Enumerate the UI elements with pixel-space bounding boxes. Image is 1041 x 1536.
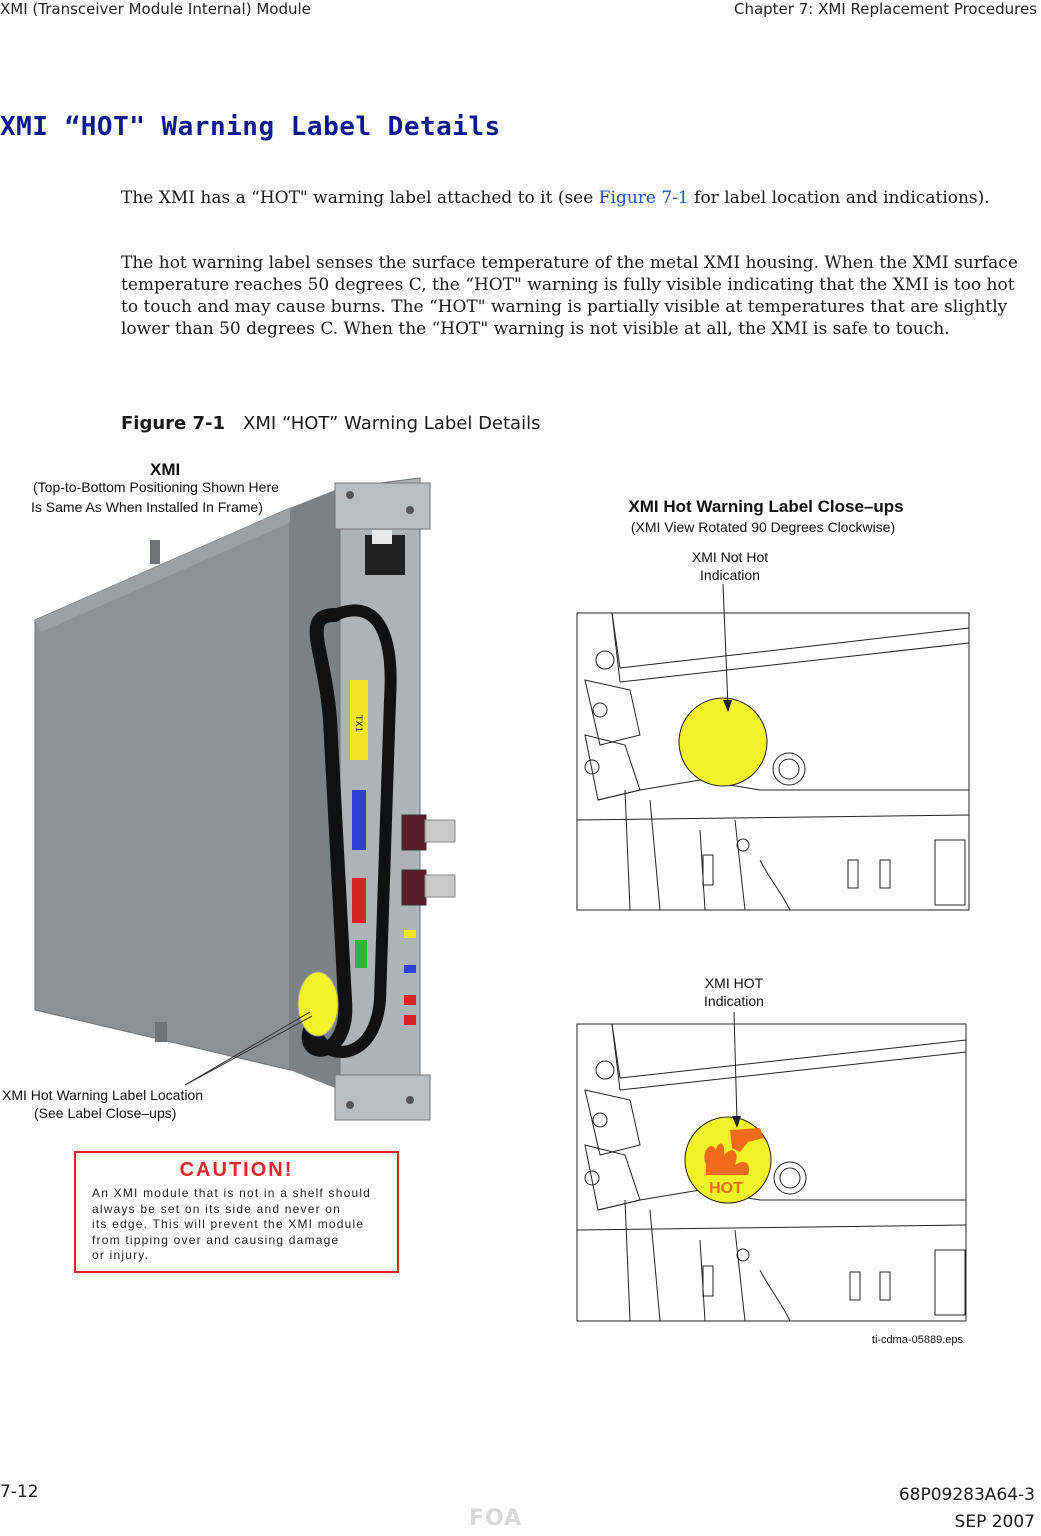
not-hot-closeup <box>577 584 969 910</box>
intro-text-start: The XMI has a “HOT" warning label attached to it (see <box>121 188 599 208</box>
caution-box <box>74 1151 399 1273</box>
caution-line: or injury. <box>92 1248 150 1262</box>
hot-label-paragraph: The hot warning label senses the surface temperature of the metal XMI housing. When the XMI surface temperature reaches 50 degrees C, the “HOT" warning is fully visible indicating that the XMI is too hot to touch and may cause burns. The “HOT" warning is partially visible at temperatures that are slightly lower than 50 degrees C. When the “HOT" warning is not visible at all, the XMI is safe to touch. <box>121 253 1018 339</box>
footer-doc-info <box>899 1482 1035 1536</box>
figure-number: Figure 7-1 <box>121 413 226 434</box>
file-reference: ti-cdma-05889.eps <box>871 1334 963 1346</box>
caution-line: its edge. This will prevent the XMI module <box>92 1217 365 1231</box>
running-header-left: XMI (Transceiver Module Internal) Module <box>0 0 311 18</box>
caution-line: from tipping over and causing damage <box>92 1232 340 1247</box>
hot-label-line2: Indication <box>704 993 764 1009</box>
doc-date: SEP 2007 <box>954 1512 1035 1532</box>
closeups-subtitle: (XMI View Rotated 90 Degrees Clockwise) <box>630 519 896 535</box>
xmi-title: XMI <box>150 460 181 479</box>
figure-link[interactable]: Figure 7-1 <box>598 188 689 208</box>
figure-caption <box>121 413 540 434</box>
section-title: XMI “HOT" Warning Label Details <box>0 112 501 142</box>
closeups-title: XMI Hot Warning Label Close–ups <box>628 497 904 516</box>
module-label-text: TX1 <box>353 715 363 733</box>
foa-watermark: FOA <box>469 1506 523 1531</box>
caution-line: always be set on its side and never on <box>92 1201 342 1216</box>
page-number: 7-12 <box>0 1482 39 1502</box>
not-hot-label-line2: Indication <box>700 567 760 583</box>
intro-text-end: for label location and indications). <box>688 188 990 208</box>
caution-text <box>92 1186 392 1264</box>
hot-closeup <box>577 1012 966 1321</box>
figure-caption-text: XMI “HOT” Warning Label Details <box>243 413 541 434</box>
xmi-note-line1: (Top-to-Bottom Positioning Shown Here <box>33 479 279 495</box>
running-header-right: Chapter 7: XMI Replacement Procedures <box>733 0 1037 18</box>
not-hot-label-line1: XMI Not Hot <box>691 549 769 565</box>
xmi-module-drawing <box>35 478 455 1120</box>
xmi-note-line2: Is Same As When Installed In Frame) <box>31 499 263 515</box>
intro-paragraph <box>121 187 1021 209</box>
label-location-line2: (See Label Close–ups) <box>34 1105 177 1121</box>
hot-label-line1: XMI HOT <box>704 975 764 991</box>
label-location-line1: XMI Hot Warning Label Location <box>2 1087 204 1103</box>
doc-number: 68P09283A64-3 <box>898 1485 1035 1505</box>
hot-badge-text: HOT <box>709 1180 743 1197</box>
caution-title: CAUTION! <box>179 1159 294 1181</box>
caution-line: An XMI module that is not in a shelf should <box>92 1186 372 1200</box>
